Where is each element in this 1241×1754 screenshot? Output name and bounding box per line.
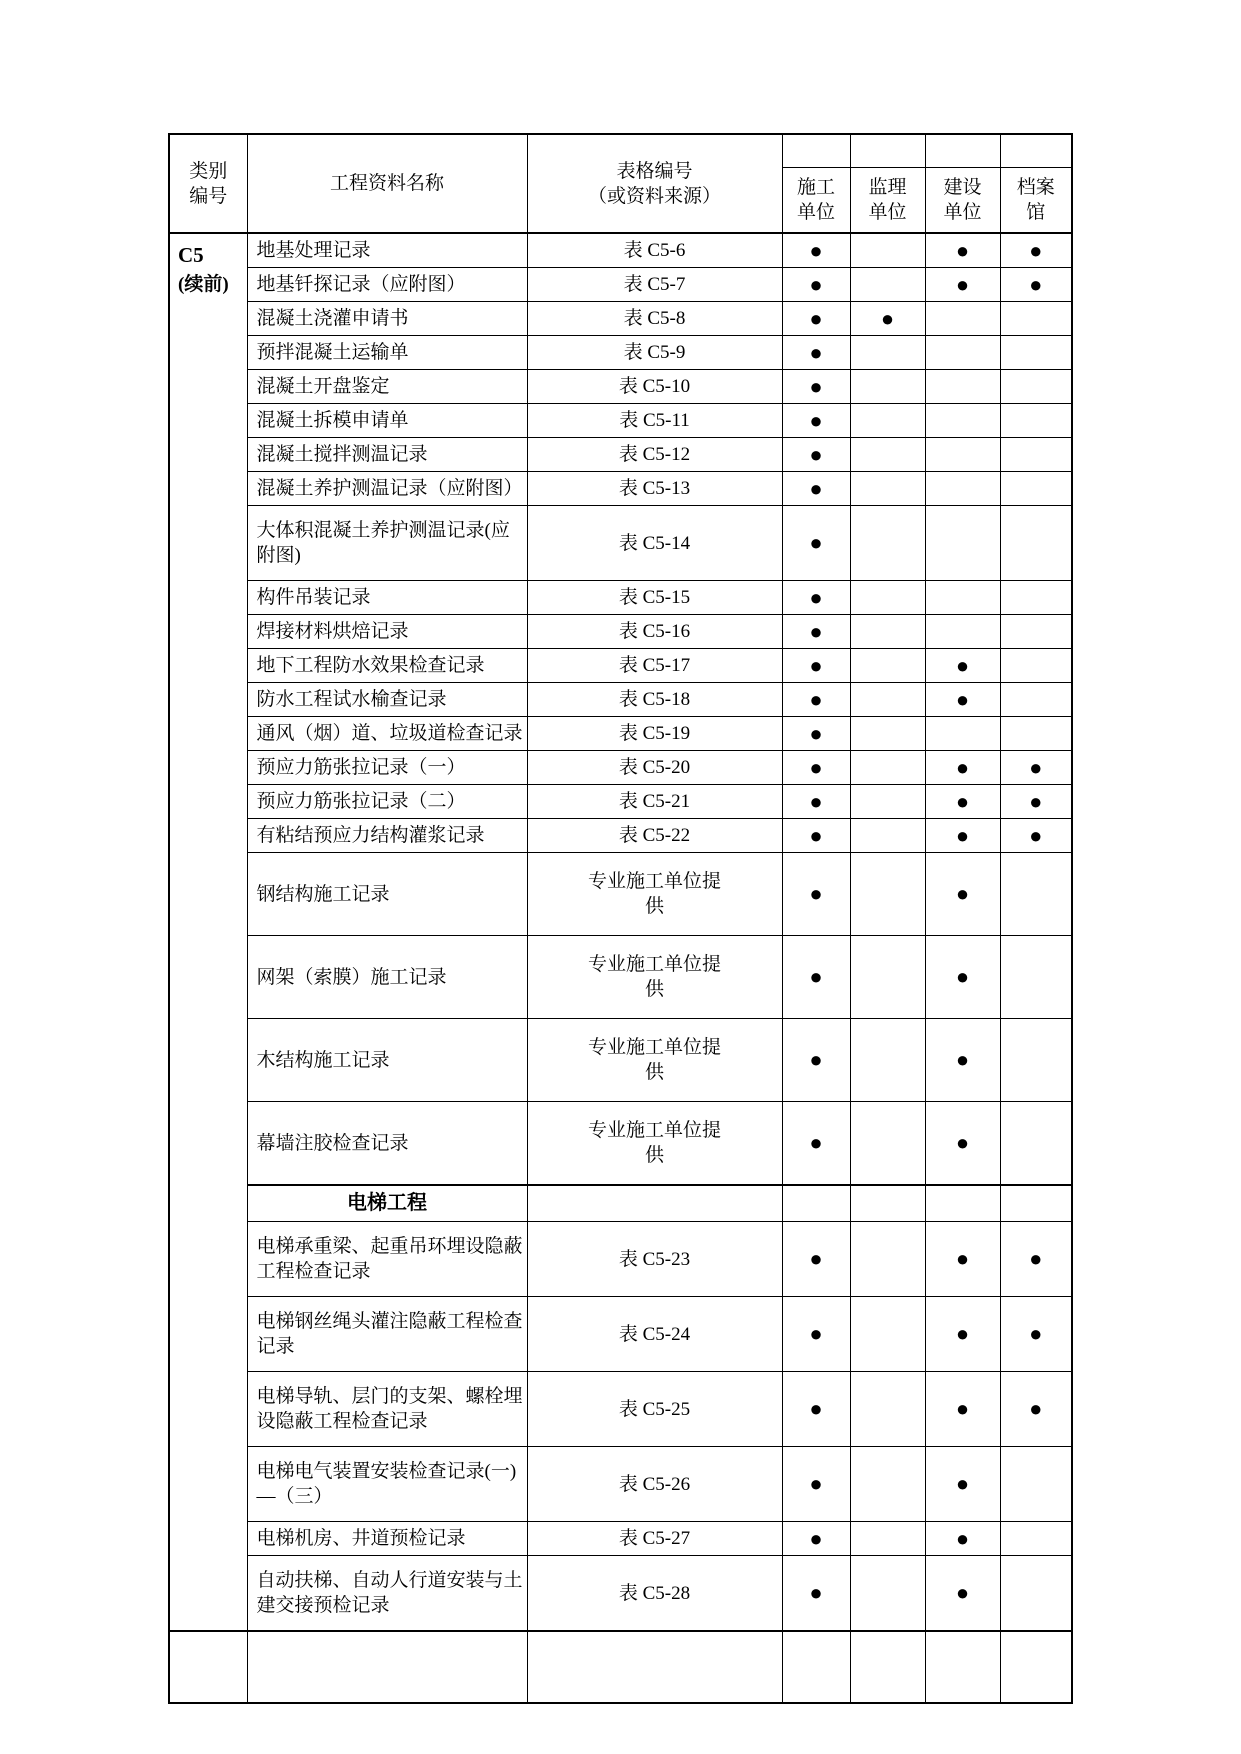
doc-name-cell: 地基钎探记录（应附图） [247,268,527,302]
filled-dot-archive: ● [1000,268,1072,302]
filled-dot-development-unit: ● [925,853,1000,936]
form-number-text: 表 C5-20 [618,757,691,778]
mark-cell-supervision-unit [850,1631,925,1703]
mark-cell-archive [1000,506,1072,581]
filled-dot-development-unit: ● [925,1222,1000,1297]
mark-cell-archive [1000,1556,1072,1632]
table-row [169,819,1072,853]
filled-dot-development-unit: ● [925,1297,1000,1372]
form-number-cell [527,506,782,581]
form-number-text: 表 C5-13 [618,478,691,499]
header-supervision-unit [850,168,925,234]
form-number-text: 专业施工单位提供 [588,1120,722,1166]
form-number-cell [527,233,782,268]
form-number-cell [527,581,782,615]
header-category-line1: 类别 [189,160,228,182]
filled-dot-development-unit: ● [925,1019,1000,1102]
filled-dot-construction-unit: ● [782,506,850,581]
table-row [169,853,1072,936]
mark-cell-development-unit [925,615,1000,649]
filled-dot-construction-unit: ● [782,1447,850,1522]
table-row [169,233,1072,268]
mark-cell-archive [1000,1185,1072,1222]
filled-dot-construction-unit: ● [782,751,850,785]
table-row [169,438,1072,472]
filled-dot-construction-unit: ● [782,336,850,370]
filled-dot-construction-unit: ● [782,233,850,268]
table-row [169,1447,1072,1522]
doc-name-cell: 焊接材料烘焙记录 [247,615,527,649]
header-form-no [527,134,782,233]
filled-dot-construction-unit: ● [782,404,850,438]
filled-dot-construction-unit: ● [782,370,850,404]
filled-dot-construction-unit: ● [782,853,850,936]
header-construction-unit-line1: 施工 [796,177,835,198]
table-row [169,785,1072,819]
mark-cell-archive [1000,853,1072,936]
mark-cell-supervision-unit [850,785,925,819]
form-number-cell [527,785,782,819]
mark-cell-archive [1000,581,1072,615]
doc-name-cell: 地基处理记录 [247,233,527,268]
form-number-text: 表 C5-18 [618,689,691,710]
doc-name-cell: 预应力筋张拉记录（二） [247,785,527,819]
mark-cell-supervision-unit [850,683,925,717]
header-supervision-unit-line2: 单位 [868,202,907,223]
table-row [169,717,1072,751]
mark-cell-supervision-unit [850,1447,925,1522]
mark-cell-supervision-unit [850,233,925,268]
mark-cell-archive [1000,1522,1072,1556]
mark-cell-supervision-unit [850,717,925,751]
form-number-text: 表 C5-25 [618,1398,691,1420]
mark-cell-development-unit [925,438,1000,472]
mark-cell-archive [1000,336,1072,370]
doc-name-cell: 混凝土拆模申请单 [247,404,527,438]
mark-cell-archive [1000,936,1072,1019]
table-row [169,472,1072,506]
table-row [169,581,1072,615]
form-number-text: 表 C5-10 [618,376,691,397]
form-number-text: 表 C5-11 [619,410,690,431]
doc-name-cell: 电梯电气装置安装检查记录(一)—（三） [247,1447,527,1522]
unit-header-spacer-supervision [850,134,925,168]
filled-dot-development-unit: ● [925,233,1000,268]
filled-dot-development-unit: ● [925,1556,1000,1632]
mark-cell-construction-unit [782,1631,850,1703]
table-row [169,370,1072,404]
filled-dot-development-unit: ● [925,1102,1000,1186]
table-header [169,134,1072,233]
mark-cell-supervision-unit [850,438,925,472]
filled-dot-construction-unit: ● [782,785,850,819]
form-number-text: 表 C5-21 [618,791,691,812]
mark-cell-supervision-unit [850,751,925,785]
form-number-text: 表 C5-16 [618,621,691,642]
filled-dot-construction-unit: ● [782,302,850,336]
doc-name-cell: 防水工程试水榆查记录 [247,683,527,717]
table-row [169,404,1072,438]
mark-cell-archive [1000,1102,1072,1186]
mark-cell-supervision-unit [850,1222,925,1297]
filled-dot-construction-unit: ● [782,1019,850,1102]
mark-cell-development-unit [925,302,1000,336]
mark-cell-supervision-unit [850,936,925,1019]
form-number-cell [527,438,782,472]
form-number-cell [527,268,782,302]
mark-cell-supervision-unit [850,1185,925,1222]
form-number-cell [527,1102,782,1186]
mark-cell-supervision-unit [850,649,925,683]
unit-header-spacer-development [925,134,1000,168]
mark-cell-archive [1000,404,1072,438]
form-number-cell [527,717,782,751]
filled-dot-construction-unit: ● [782,1222,850,1297]
filled-dot-archive: ● [1000,819,1072,853]
form-number-text: 表 C5-17 [618,655,691,676]
header-archive-line1: 档案 [1016,177,1055,198]
mark-cell-supervision-unit [850,472,925,506]
mark-cell-development-unit [925,717,1000,751]
filled-dot-development-unit: ● [925,268,1000,302]
document-table [168,133,1073,1704]
header-archive [1000,168,1072,234]
filled-dot-construction-unit: ● [782,1297,850,1372]
form-number-cell [527,1185,782,1222]
mark-cell-archive [1000,649,1072,683]
doc-name-cell: 电梯机房、井道预检记录 [247,1522,527,1556]
doc-name-cell: 混凝土养护测温记录（应附图） [247,472,527,506]
mark-cell-supervision-unit [850,1556,925,1632]
form-number-text: 表 C5-24 [618,1323,691,1345]
table-row [169,936,1072,1019]
header-category-line2: 编号 [189,185,228,207]
doc-name-cell: 混凝土搅拌测温记录 [247,438,527,472]
filled-dot-construction-unit: ● [782,1522,850,1556]
header-construction-unit [782,168,850,234]
filled-dot-construction-unit: ● [782,936,850,1019]
header-archive-line2: 馆 [1026,202,1046,223]
mark-cell-supervision-unit [850,1019,925,1102]
mark-cell-supervision-unit [850,404,925,438]
mark-cell-archive [1000,717,1072,751]
doc-name-cell: 电梯钢丝绳头灌注隐蔽工程检查记录 [247,1297,527,1372]
filled-dot-construction-unit: ● [782,683,850,717]
mark-cell-development-unit [925,506,1000,581]
doc-name-cell: 自动扶梯、自动人行道安装与土建交接预检记录 [247,1556,527,1632]
table-row [169,1222,1072,1297]
mark-cell-supervision-unit [850,853,925,936]
mark-cell-supervision-unit [850,370,925,404]
mark-cell-archive [1000,370,1072,404]
form-number-text: 专业施工单位提供 [588,1037,722,1083]
filled-dot-supervision-unit: ● [850,302,925,336]
mark-cell-archive [1000,1631,1072,1703]
filled-dot-development-unit: ● [925,1372,1000,1447]
doc-name-cell: 构件吊装记录 [247,581,527,615]
form-number-cell [527,936,782,1019]
form-number-cell [527,1372,782,1447]
mark-cell-archive [1000,302,1072,336]
filled-dot-archive: ● [1000,233,1072,268]
filled-dot-archive: ● [1000,1372,1072,1447]
mark-cell-development-unit [925,336,1000,370]
mark-cell-archive [1000,438,1072,472]
header-development-unit [925,168,1000,234]
doc-name-cell: 预拌混凝土运输单 [247,336,527,370]
filled-dot-archive: ● [1000,1297,1072,1372]
form-number-cell [527,336,782,370]
filled-dot-construction-unit: ● [782,472,850,506]
doc-name-cell: 预应力筋张拉记录（一） [247,751,527,785]
mark-cell-supervision-unit [850,336,925,370]
form-number-cell [527,1522,782,1556]
filled-dot-construction-unit: ● [782,581,850,615]
form-number-text: 表 C5-28 [618,1582,691,1604]
empty-row [169,1631,1072,1703]
table-row [169,615,1072,649]
form-number-cell [527,683,782,717]
table-row [169,1522,1072,1556]
form-number-cell [527,751,782,785]
filled-dot-construction-unit: ● [782,1372,850,1447]
form-number-text: 表 C5-6 [623,240,686,261]
form-number-text: 表 C5-23 [618,1248,691,1270]
mark-cell-archive [1000,1447,1072,1522]
mark-cell-development-unit [925,472,1000,506]
filled-dot-construction-unit: ● [782,268,850,302]
table-row [169,1019,1072,1102]
mark-cell-development-unit [925,1185,1000,1222]
mark-cell-supervision-unit [850,1372,925,1447]
filled-dot-development-unit: ● [925,785,1000,819]
filled-dot-construction-unit: ● [782,819,850,853]
table-row [169,683,1072,717]
header-development-unit-line2: 单位 [943,202,982,223]
doc-name-cell [247,1631,527,1703]
filled-dot-construction-unit: ● [782,438,850,472]
mark-cell-archive [1000,683,1072,717]
form-number-text: 表 C5-26 [618,1473,691,1495]
form-number-text: 表 C5-27 [618,1528,691,1549]
category-continuation-note: (续前) [178,274,229,295]
mark-cell-supervision-unit [850,268,925,302]
mark-cell-development-unit [925,370,1000,404]
mark-cell-supervision-unit [850,819,925,853]
table-row [169,1102,1072,1186]
mark-cell-supervision-unit [850,1297,925,1372]
table-row [169,1556,1072,1632]
filled-dot-construction-unit: ● [782,717,850,751]
table-row [169,649,1072,683]
form-number-text: 表 C5-15 [618,587,691,608]
header-development-unit-line1: 建设 [943,177,982,198]
filled-dot-development-unit: ● [925,1447,1000,1522]
category-code: C5 [178,243,204,267]
filled-dot-development-unit: ● [925,649,1000,683]
filled-dot-development-unit: ● [925,936,1000,1019]
doc-name-cell: 混凝土浇灌申请书 [247,302,527,336]
mark-cell-supervision-unit [850,1522,925,1556]
table-row [169,751,1072,785]
form-number-cell [527,1019,782,1102]
header-doc-name: 工程资料名称 [247,134,527,233]
doc-name-cell: 大体积混凝土养护测温记录(应附图) [247,506,527,581]
mark-cell-archive [1000,1019,1072,1102]
table-row [169,336,1072,370]
header-construction-unit-line2: 单位 [796,202,835,223]
doc-name-cell: 地下工程防水效果检查记录 [247,649,527,683]
form-number-text: 表 C5-19 [618,723,691,744]
mark-cell-development-unit [925,1631,1000,1703]
mark-cell-development-unit [925,581,1000,615]
form-number-cell [527,404,782,438]
form-number-cell [527,1631,782,1703]
form-number-cell [527,819,782,853]
filled-dot-archive: ● [1000,1222,1072,1297]
doc-name-cell: 有粘结预应力结构灌浆记录 [247,819,527,853]
doc-name-cell: 电梯导轨、层门的支架、螺栓埋设隐蔽工程检查记录 [247,1372,527,1447]
form-number-cell [527,1447,782,1522]
filled-dot-construction-unit: ● [782,1556,850,1632]
doc-name-cell: 幕墙注胶检查记录 [247,1102,527,1186]
form-number-text: 表 C5-7 [623,274,686,295]
header-row-top [169,134,1072,168]
unit-header-spacer-archive [1000,134,1072,168]
mark-cell-supervision-unit [850,506,925,581]
doc-name-cell: 电梯承重梁、起重吊环埋设隐蔽工程检查记录 [247,1222,527,1297]
form-number-cell [527,1556,782,1632]
form-number-text: 表 C5-8 [623,308,686,329]
form-number-text: 专业施工单位提供 [588,871,722,917]
table-row [169,268,1072,302]
filled-dot-construction-unit: ● [782,649,850,683]
filled-dot-development-unit: ● [925,1522,1000,1556]
section-title-cell: 电梯工程 [247,1185,527,1222]
doc-name-cell: 通风（烟）道、垃圾道检查记录 [247,717,527,751]
form-number-text: 专业施工单位提供 [588,954,722,1000]
section-row [169,1185,1072,1222]
table-row [169,1297,1072,1372]
table-row [169,302,1072,336]
filled-dot-archive: ● [1000,751,1072,785]
filled-dot-development-unit: ● [925,751,1000,785]
category-cell [169,233,247,1631]
mark-cell-development-unit [925,404,1000,438]
doc-name-cell: 网架（索膜）施工记录 [247,936,527,1019]
mark-cell-archive [1000,615,1072,649]
doc-name-cell: 混凝土开盘鉴定 [247,370,527,404]
form-number-text: 表 C5-12 [618,444,691,465]
form-number-cell [527,1222,782,1297]
mark-cell-supervision-unit [850,581,925,615]
mark-cell-supervision-unit [850,1102,925,1186]
filled-dot-development-unit: ● [925,683,1000,717]
filled-dot-development-unit: ● [925,819,1000,853]
form-number-cell [527,302,782,336]
form-number-cell [527,1297,782,1372]
table-row [169,506,1072,581]
form-number-cell [527,370,782,404]
header-category [169,134,247,233]
doc-name-cell: 钢结构施工记录 [247,853,527,936]
unit-header-spacer-construction [782,134,850,168]
form-number-text: 表 C5-22 [618,825,691,846]
form-number-cell [527,853,782,936]
header-form-line2: （或资料来源） [587,185,721,207]
form-number-cell [527,649,782,683]
table-row [169,1372,1072,1447]
form-number-text: 表 C5-14 [618,532,691,554]
filled-dot-construction-unit: ● [782,615,850,649]
mark-cell-construction-unit [782,1185,850,1222]
filled-dot-construction-unit: ● [782,1102,850,1186]
form-number-cell [527,615,782,649]
mark-cell-archive [1000,472,1072,506]
category-empty-cell [169,1631,247,1703]
doc-name-cell: 木结构施工记录 [247,1019,527,1102]
header-supervision-unit-line1: 监理 [868,177,907,198]
table-body [169,233,1072,1703]
filled-dot-archive: ● [1000,785,1072,819]
header-form-line1: 表格编号 [616,160,693,182]
mark-cell-supervision-unit [850,615,925,649]
form-number-cell [527,472,782,506]
form-number-text: 表 C5-9 [623,342,686,363]
